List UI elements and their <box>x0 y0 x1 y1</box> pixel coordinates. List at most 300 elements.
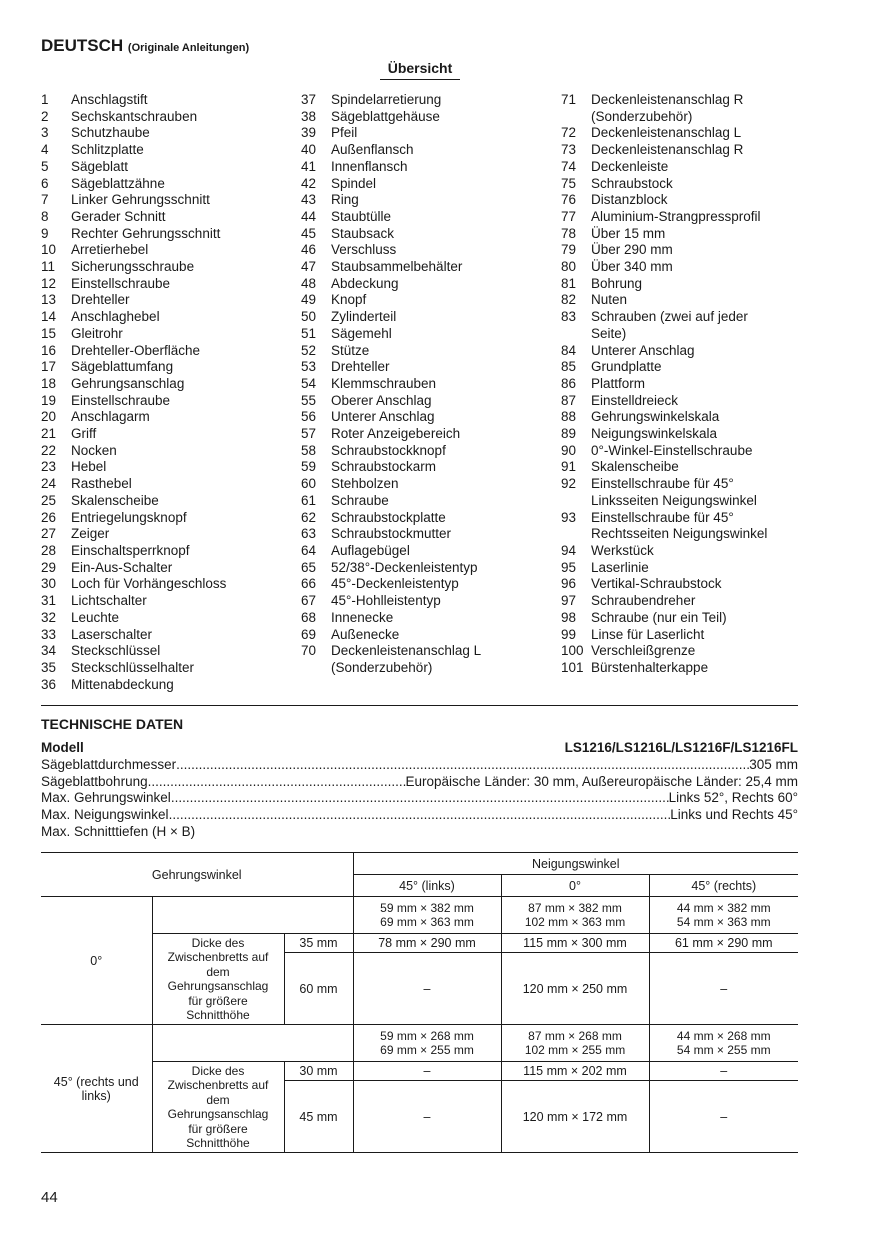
part-label: Nocken <box>71 442 117 458</box>
part-number: 2 <box>41 108 49 124</box>
part-label: Pfeil <box>331 125 358 141</box>
part-number: 70 <box>301 643 317 659</box>
part-label: Vertikal-Schraubstock <box>591 576 722 592</box>
part-number: 52 <box>301 342 317 358</box>
part-label: Ring <box>331 192 359 208</box>
dimension-cell: 61 mm × 290 mm <box>649 934 798 953</box>
parts-column-3 <box>561 92 767 677</box>
parts-list-item <box>301 376 481 393</box>
dimension-cell: – <box>353 953 501 1025</box>
part-label: Seite) <box>591 325 627 341</box>
part-number: 21 <box>41 426 57 442</box>
part-label: Anschlagarm <box>71 409 150 425</box>
part-label: Laserschalter <box>71 626 153 642</box>
part-label: Unterer Anschlag <box>331 409 435 425</box>
parts-list-item <box>561 92 767 109</box>
parts-list-item <box>41 576 226 593</box>
part-label: Neigungswinkelskala <box>591 426 718 442</box>
part-label: Rasthebel <box>71 476 132 492</box>
part-label: Schraubstockknopf <box>331 442 446 458</box>
part-label: Drehteller <box>331 359 390 375</box>
dimension-cell: 44 mm × 268 mm 54 mm × 255 mm <box>649 1025 798 1062</box>
part-label: Gerader Schnitt <box>71 208 166 224</box>
model-label: Modell <box>41 740 84 755</box>
parts-list-item <box>41 610 226 627</box>
part-label: Schrauben (zwei auf jeder <box>591 309 748 325</box>
part-number: 46 <box>301 242 317 258</box>
part-label: Sägeblattgehäuse <box>331 108 440 124</box>
parts-list-item <box>41 359 226 376</box>
part-number: 53 <box>301 359 317 375</box>
part-number: 29 <box>41 559 57 575</box>
parts-list-item <box>301 159 481 176</box>
part-number: 101 <box>561 659 584 675</box>
parts-list-item <box>301 660 481 677</box>
part-label: Deckenleistenanschlag R <box>591 142 744 158</box>
part-number <box>561 326 591 343</box>
part-label: Arretierhebel <box>71 242 149 258</box>
part-label: Schraubstockmutter <box>331 526 452 542</box>
part-number: 100 <box>561 643 584 659</box>
part-label: 52/38°-Deckenleistentyp <box>331 559 478 575</box>
part-number <box>301 660 331 677</box>
part-number: 67 <box>301 593 317 609</box>
parts-list-item <box>301 125 481 142</box>
spec-value: Links 52°, Rechts 60° <box>668 790 798 805</box>
part-label: Einstellschraube <box>71 275 171 291</box>
parts-list-item <box>301 443 481 460</box>
part-number: 57 <box>301 426 317 442</box>
part-label: Gehrungsanschlag <box>71 375 185 391</box>
part-label: Knopf <box>331 292 367 308</box>
parts-list-item <box>561 359 767 376</box>
part-label: Sägemehl <box>331 325 392 341</box>
dimension-cell: 87 mm × 268 mm 102 mm × 255 mm <box>501 1025 649 1062</box>
divider <box>41 705 798 706</box>
part-number: 60 <box>301 476 317 492</box>
part-number: 42 <box>301 175 317 191</box>
parts-list-item <box>301 242 481 259</box>
parts-list-item <box>561 192 767 209</box>
part-label: Drehteller <box>71 292 130 308</box>
dimension-cell: – <box>649 1062 798 1081</box>
part-number: 66 <box>301 576 317 592</box>
part-label: Innenflansch <box>331 158 408 174</box>
part-label: Skalenscheibe <box>591 459 679 475</box>
part-label: Deckenleistenanschlag R <box>591 92 744 107</box>
part-label: 45°-Deckenleistentyp <box>331 576 459 592</box>
parts-list-item <box>561 276 767 293</box>
spec-label: Max. Gehrungswinkel <box>41 790 171 805</box>
part-number: 49 <box>301 292 317 308</box>
dimension-cell: 120 mm × 172 mm <box>501 1081 649 1153</box>
part-number: 9 <box>41 225 49 241</box>
part-label: Unterer Anschlag <box>591 342 695 358</box>
parts-list-item <box>301 309 481 326</box>
parts-list-item <box>561 543 767 560</box>
part-number: 72 <box>561 125 577 141</box>
part-number: 82 <box>561 292 577 308</box>
parts-list-item <box>561 409 767 426</box>
part-label: Auflagebügel <box>331 542 410 558</box>
parts-list-item <box>41 276 226 293</box>
part-number: 55 <box>301 392 317 408</box>
part-label: Rechter Gehrungsschnitt <box>71 225 221 241</box>
part-number: 20 <box>41 409 57 425</box>
dimension-cell: 59 mm × 268 mm 69 mm × 255 mm <box>353 1025 501 1062</box>
parts-list-item <box>301 493 481 510</box>
part-number: 54 <box>301 375 317 391</box>
parts-list-item <box>41 125 226 142</box>
parts-list-item <box>561 292 767 309</box>
part-label: Skalenscheibe <box>71 492 159 508</box>
dimension-cell: 44 mm × 382 mm 54 mm × 363 mm <box>649 897 798 934</box>
part-label: Schraube (nur ein Teil) <box>591 609 727 625</box>
part-number: 76 <box>561 192 577 208</box>
part-number: 17 <box>41 359 57 375</box>
parts-list-item <box>561 309 767 326</box>
part-label: Oberer Anschlag <box>331 392 432 408</box>
part-label: Leuchte <box>71 609 120 625</box>
parts-list-item <box>301 92 481 109</box>
dimension-cell: 115 mm × 300 mm <box>501 934 649 953</box>
parts-list-item <box>301 276 481 293</box>
part-number: 1 <box>41 92 49 107</box>
part-number: 47 <box>301 259 317 275</box>
model-value: LS1216/LS1216L/LS1216F/LS1216FL <box>564 740 798 755</box>
dimension-cell: 87 mm × 382 mm 102 mm × 363 mm <box>501 897 649 934</box>
parts-list-item <box>301 359 481 376</box>
part-label: 45°-Hohlleistentyp <box>331 593 441 609</box>
part-label: Laserlinie <box>591 559 649 575</box>
part-label: Grundplatte <box>591 359 662 375</box>
spec-value: Europäische Länder: 30 mm, Außereuropäische Länder: 25,4 mm <box>405 774 798 789</box>
bevel-col-header: 45° (rechts) <box>649 875 798 897</box>
part-number: 87 <box>561 392 577 408</box>
spacer-thickness-label: Dicke des Zwischenbretts auf dem Gehrungsanschlag für größere Schnitthöhe <box>152 934 284 1025</box>
part-label: Entriegelungsknopf <box>71 509 187 525</box>
part-label: Sägeblattzähne <box>71 175 165 191</box>
part-number: 58 <box>301 442 317 458</box>
part-label: Stütze <box>331 342 370 358</box>
part-number: 8 <box>41 208 49 224</box>
parts-list-item <box>561 576 767 593</box>
part-number: 85 <box>561 359 577 375</box>
part-number: 65 <box>301 559 317 575</box>
parts-list-item <box>561 627 767 644</box>
spacer-thickness-label: Dicke des Zwischenbretts auf dem Gehrungsanschlag für größere Schnitthöhe <box>152 1062 284 1153</box>
parts-list-item <box>301 459 481 476</box>
part-label: Klemmschrauben <box>331 375 437 391</box>
tech-data-heading: TECHNISCHE DATEN <box>41 716 184 732</box>
part-number: 78 <box>561 225 577 241</box>
parts-list-item <box>41 142 226 159</box>
model-row <box>41 740 798 755</box>
part-number: 91 <box>561 459 577 475</box>
part-label: (Sonderzubehör) <box>331 659 433 675</box>
part-label: Zeiger <box>71 526 110 542</box>
part-label: Hebel <box>71 459 107 475</box>
parts-list-item <box>561 476 767 493</box>
part-label: Abdeckung <box>331 275 399 291</box>
dimension-cell: – <box>353 1081 501 1153</box>
parts-list-item <box>561 660 767 677</box>
spec-row <box>41 807 798 824</box>
dimension-cell: 115 mm × 202 mm <box>501 1062 649 1081</box>
part-number: 63 <box>301 526 317 542</box>
parts-list-item <box>561 142 767 159</box>
parts-list-item <box>301 560 481 577</box>
parts-list-item <box>41 426 226 443</box>
spec-row <box>41 774 798 791</box>
part-number: 16 <box>41 342 57 358</box>
part-number: 7 <box>41 192 49 208</box>
parts-list-item <box>561 159 767 176</box>
part-label: Einstellschraube für 45° <box>591 509 734 525</box>
parts-list-item <box>301 109 481 126</box>
parts-list-item <box>561 443 767 460</box>
parts-list-item <box>301 326 481 343</box>
part-label: Schraubstockplatte <box>331 509 446 525</box>
part-number: 62 <box>301 509 317 525</box>
dimension-cell: – <box>649 1081 798 1153</box>
part-label: Spindelarretierung <box>331 92 442 107</box>
miter-value: 0° <box>41 897 152 1025</box>
parts-list-item <box>301 610 481 627</box>
language-label: DEUTSCH <box>41 36 124 55</box>
part-number: 27 <box>41 526 57 542</box>
part-number: 4 <box>41 142 49 158</box>
thickness-value: 60 mm <box>284 953 353 1025</box>
part-number: 61 <box>301 492 317 508</box>
part-number: 48 <box>301 275 317 291</box>
part-number <box>561 526 591 543</box>
parts-list-item <box>41 627 226 644</box>
part-number: 73 <box>561 142 577 158</box>
parts-list-item <box>41 109 226 126</box>
part-number: 26 <box>41 509 57 525</box>
parts-list-item <box>561 109 767 126</box>
parts-list-item <box>301 259 481 276</box>
page-number: 44 <box>41 1189 58 1206</box>
bevel-col-header: 0° <box>501 875 649 897</box>
parts-list-item <box>561 459 767 476</box>
part-number: 71 <box>561 92 577 107</box>
part-number: 37 <box>301 92 317 107</box>
parts-list-item <box>41 543 226 560</box>
spec-label: Sägeblattdurchmesser <box>41 757 177 772</box>
parts-list-item <box>41 409 226 426</box>
miter-angle-header: Gehrungswinkel <box>41 853 353 897</box>
part-label: Linker Gehrungsschnitt <box>71 192 210 208</box>
parts-list-item <box>561 643 767 660</box>
parts-column-1 <box>41 92 226 693</box>
parts-list-item <box>41 92 226 109</box>
part-number: 59 <box>301 459 317 475</box>
part-label: Einschaltsperrknopf <box>71 542 190 558</box>
part-label: Linse für Laserlicht <box>591 626 705 642</box>
parts-column-2 <box>301 92 481 677</box>
spec-label: Max. Neigungswinkel <box>41 807 169 822</box>
part-label: Bürstenhalterkappe <box>591 659 709 675</box>
part-label: Gleitrohr <box>71 325 123 341</box>
thickness-value: 45 mm <box>284 1081 353 1153</box>
parts-list-item <box>301 510 481 527</box>
part-number: 43 <box>301 192 317 208</box>
part-number: 34 <box>41 643 57 659</box>
part-number: 80 <box>561 259 577 275</box>
part-label: Nuten <box>591 292 628 308</box>
part-label: Mittenabdeckung <box>71 676 174 692</box>
part-label: Schraubendreher <box>591 593 696 609</box>
part-label: Einstelldreieck <box>591 392 679 408</box>
part-number: 98 <box>561 609 577 625</box>
part-number: 45 <box>301 225 317 241</box>
empty-cell <box>152 1025 353 1062</box>
part-label: Lichtschalter <box>71 593 147 609</box>
part-label: Innenecke <box>331 609 394 625</box>
part-label: Steckschlüssel <box>71 643 161 659</box>
parts-list-item <box>301 426 481 443</box>
parts-list-item <box>561 560 767 577</box>
part-number: 35 <box>41 659 57 675</box>
part-number: 95 <box>561 559 577 575</box>
part-label: (Sonderzubehör) <box>591 108 693 124</box>
spec-row <box>41 757 798 774</box>
part-number: 56 <box>301 409 317 425</box>
parts-list-item <box>41 459 226 476</box>
part-number: 31 <box>41 593 57 609</box>
part-label: Roter Anzeigebereich <box>331 426 461 442</box>
part-label: Steckschlüsselhalter <box>71 659 195 675</box>
part-label: Außenecke <box>331 626 400 642</box>
part-number: 23 <box>41 459 57 475</box>
part-label: Loch für Vorhängeschloss <box>71 576 227 592</box>
parts-list-item <box>301 643 481 660</box>
part-label: Verschleißgrenze <box>591 643 696 659</box>
part-number: 51 <box>301 325 317 341</box>
part-label: Griff <box>71 426 97 442</box>
part-number: 68 <box>301 609 317 625</box>
parts-list-item <box>301 543 481 560</box>
parts-list-item <box>561 610 767 627</box>
parts-list-item <box>41 226 226 243</box>
part-label: Zylinderteil <box>331 309 397 325</box>
parts-list-item <box>41 326 226 343</box>
part-label: Werkstück <box>591 542 654 558</box>
part-label: Über 340 mm <box>591 259 673 275</box>
part-number: 24 <box>41 476 57 492</box>
dimension-cell: – <box>649 953 798 1025</box>
parts-list-item <box>41 376 226 393</box>
part-label: Schraube <box>331 492 389 508</box>
part-label: Deckenleistenanschlag L <box>331 643 482 659</box>
part-label: Aluminium-Strangpressprofil <box>591 208 761 224</box>
spec-label: Sägeblattbohrung <box>41 774 148 789</box>
parts-list-item <box>41 560 226 577</box>
parts-list-item <box>301 176 481 193</box>
part-number: 93 <box>561 509 577 525</box>
parts-list-item <box>41 309 226 326</box>
subtitle: (Originale Anleitungen) <box>127 42 250 54</box>
part-label: Staubsammelbehälter <box>331 259 463 275</box>
part-number: 41 <box>301 158 317 174</box>
dimension-cell: 120 mm × 250 mm <box>501 953 649 1025</box>
parts-list-item <box>41 192 226 209</box>
part-label: Staubtülle <box>331 208 392 224</box>
spec-value: Links und Rechts 45° <box>670 807 798 822</box>
part-label: Anschlaghebel <box>71 309 160 325</box>
bevel-angle-header: Neigungswinkel <box>353 853 798 875</box>
parts-list-item <box>41 343 226 360</box>
part-label: Plattform <box>591 375 646 391</box>
part-number <box>561 493 591 510</box>
part-label: Sechskantschrauben <box>71 108 198 124</box>
parts-list-item <box>41 476 226 493</box>
parts-list-item <box>561 343 767 360</box>
parts-list-item <box>301 593 481 610</box>
part-number: 15 <box>41 325 57 341</box>
part-label: Gehrungswinkelskala <box>591 409 720 425</box>
dimension-cell: 78 mm × 290 mm <box>353 934 501 953</box>
parts-list-item <box>41 660 226 677</box>
part-number: 22 <box>41 442 57 458</box>
parts-list-item <box>561 593 767 610</box>
parts-list-item <box>561 376 767 393</box>
part-number: 99 <box>561 626 577 642</box>
part-number: 90 <box>561 442 577 458</box>
cut-depth-label: Max. Schnitttiefen (H × B) <box>41 824 196 839</box>
part-number: 50 <box>301 309 317 325</box>
parts-list-item <box>561 242 767 259</box>
parts-list-item <box>301 142 481 159</box>
part-number: 79 <box>561 242 577 258</box>
parts-list-item <box>41 677 226 694</box>
overview-heading: Übersicht <box>380 60 460 80</box>
parts-list-item <box>301 526 481 543</box>
parts-list-item <box>301 576 481 593</box>
part-number: 13 <box>41 292 57 308</box>
part-label: Einstellschraube für 45° <box>591 476 734 492</box>
section-title <box>41 36 249 56</box>
part-label: Bohrung <box>591 275 643 291</box>
parts-list-item <box>561 526 767 543</box>
part-label: Über 15 mm <box>591 225 666 241</box>
part-number: 97 <box>561 593 577 609</box>
part-label: Spindel <box>331 175 377 191</box>
part-number: 69 <box>301 626 317 642</box>
parts-list-item <box>41 159 226 176</box>
parts-list-item <box>561 493 767 510</box>
thickness-value: 35 mm <box>284 934 353 953</box>
miter-value: 45° (rechts und links) <box>41 1025 152 1153</box>
parts-list-item <box>561 510 767 527</box>
empty-cell <box>152 897 353 934</box>
part-label: Deckenleiste <box>591 158 669 174</box>
part-label: Verschluss <box>331 242 397 258</box>
parts-list-item <box>561 426 767 443</box>
parts-list-item <box>561 259 767 276</box>
part-number: 84 <box>561 342 577 358</box>
part-number: 30 <box>41 576 57 592</box>
part-label: Einstellschraube <box>71 392 171 408</box>
parts-list-item <box>561 176 767 193</box>
parts-list-item <box>301 343 481 360</box>
part-number: 36 <box>41 676 57 692</box>
parts-list-item <box>561 125 767 142</box>
part-number: 12 <box>41 275 57 291</box>
parts-list-item <box>301 393 481 410</box>
